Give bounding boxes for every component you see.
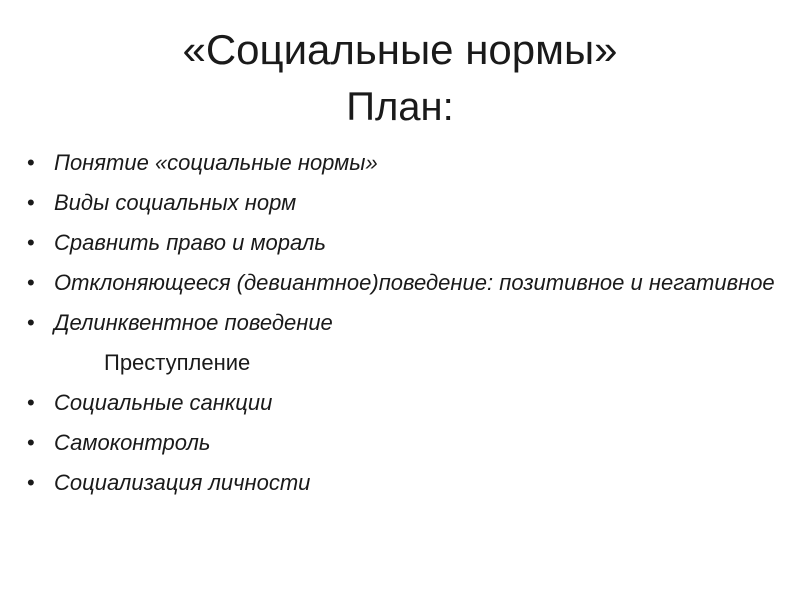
sub-list-item: [0, 348, 800, 378]
bullet-icon: •: [27, 430, 35, 455]
bullet-icon: •: [27, 270, 35, 295]
bullet-icon: •: [27, 470, 35, 495]
slide-title: «Социальные нормы»: [182, 26, 618, 73]
list-item-text: Виды социальных норм: [54, 190, 297, 215]
list-item: [0, 148, 800, 178]
list-item: [0, 268, 800, 298]
list-item-text: Отклоняющееся (девиантное)поведение: позитивное и негативное: [54, 270, 775, 295]
bullet-icon: •: [27, 390, 35, 415]
list-item: [0, 468, 800, 498]
bullet-icon: •: [27, 150, 35, 175]
list-item-text: Понятие «социальные нормы»: [54, 150, 378, 175]
bullet-icon: •: [27, 230, 35, 255]
list-item-text: Социализация личности: [54, 470, 311, 495]
list-item-text: Делинквентное поведение: [54, 310, 333, 335]
list-item: [0, 388, 800, 418]
list-item: [0, 228, 800, 258]
bullet-icon: •: [27, 190, 35, 215]
list-item-text: Сравнить право и мораль: [54, 230, 326, 255]
list-item: [0, 308, 800, 338]
list-item-text: Преступление: [104, 350, 251, 375]
list-item: [0, 428, 800, 458]
slide-subtitle: План:: [346, 85, 454, 129]
plan-list: [0, 148, 800, 508]
bullet-icon: •: [27, 310, 35, 335]
list-item-text: Самоконтроль: [54, 430, 211, 455]
list-item-text: Социальные санкции: [54, 390, 273, 415]
list-item: [0, 188, 800, 218]
